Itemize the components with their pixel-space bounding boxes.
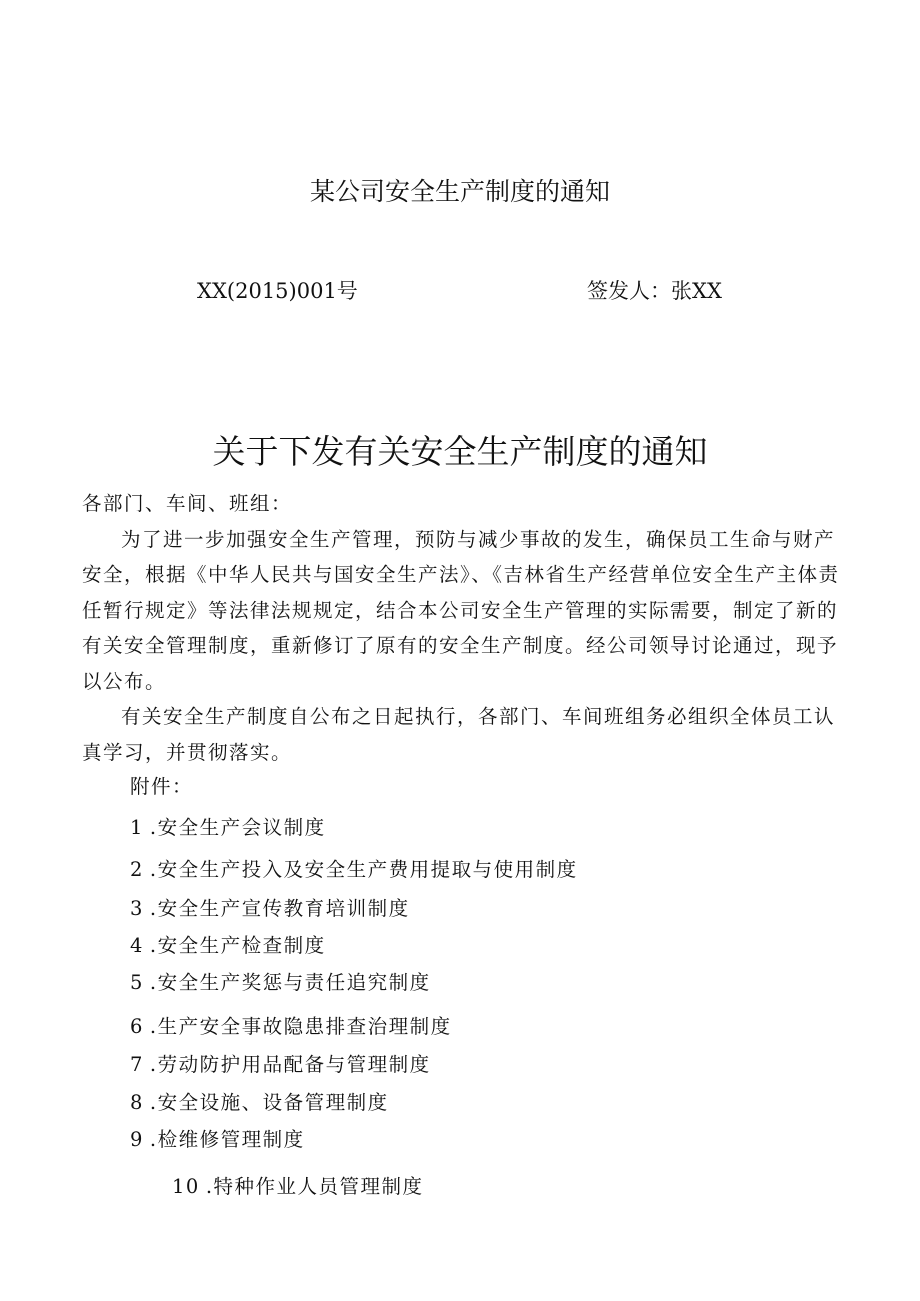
attachment-number: 9 [130, 1128, 144, 1151]
attachment-number: 8 [130, 1091, 144, 1114]
attachment-text: .安全生产宣传教育培训制度 [149, 897, 410, 920]
attachment-item [172, 1171, 424, 1199]
attachment-text: .安全生产检查制度 [149, 934, 326, 957]
attachment-item [130, 893, 410, 921]
signer: 签发人：张XX [587, 279, 722, 303]
paragraph-2: 有关安全生产制度自公布之日起执行，各部门、车间班组务必组织全体员工认真学习，并贯彻落实。 [82, 705, 836, 764]
attachment-item [130, 1049, 431, 1077]
attachment-number: 2 [130, 858, 144, 881]
attachment-text: .安全生产会议制度 [149, 816, 326, 839]
attachment-number: 1 [130, 816, 144, 839]
attachment-number: 7 [130, 1053, 144, 1076]
document-title: 某公司安全生产制度的通知 [309, 177, 610, 206]
attachment-item [130, 1124, 305, 1152]
salutation: 各部门、车间、班组： [82, 492, 293, 515]
notice-title: 关于下发有关安全生产制度的通知 [212, 432, 708, 471]
attachment-text: .特种作业人员管理制度 [205, 1175, 424, 1198]
attachment-item [130, 854, 578, 882]
attachment-text: .检维修管理制度 [149, 1128, 305, 1151]
attachment-item [130, 930, 326, 958]
attachment-text: .劳动防护用品配备与管理制度 [149, 1053, 431, 1076]
attachment-item [130, 812, 326, 840]
attachment-text: .安全设施、设备管理制度 [149, 1091, 389, 1114]
attachment-item [130, 1087, 389, 1115]
attachments-label: 附件： [130, 775, 194, 798]
attachment-number: 5 [130, 971, 144, 994]
attachment-number: 10 [172, 1175, 200, 1198]
notice-body [82, 486, 852, 770]
attachment-item [130, 1011, 452, 1039]
paragraph-1: 为了进一步加强安全生产管理，预防与减少事故的发生，确保员工生命与财产安全，根据《中华人民共与国安全生产法》、《吉林省生产经营单位安全生产主体责任暂行规定》等法律法规规定，结合本公司安全生产管理的实际需要，制定了新的有关安全管理制度，重新修订了原有的安全生产制度。经公司领导讨论通过，现予以公布。 [82, 527, 840, 693]
attachment-text: .生产安全事故隐患排查治理制度 [149, 1015, 452, 1038]
attachment-number: 6 [130, 1015, 144, 1038]
attachment-text: .安全生产奖惩与责任追究制度 [149, 971, 431, 994]
document-number: XX(2015)001号 [197, 279, 358, 303]
attachment-number: 4 [130, 934, 144, 957]
attachment-item [130, 967, 431, 995]
attachment-text: .安全生产投入及安全生产费用提取与使用制度 [149, 858, 578, 881]
attachment-number: 3 [130, 897, 144, 920]
